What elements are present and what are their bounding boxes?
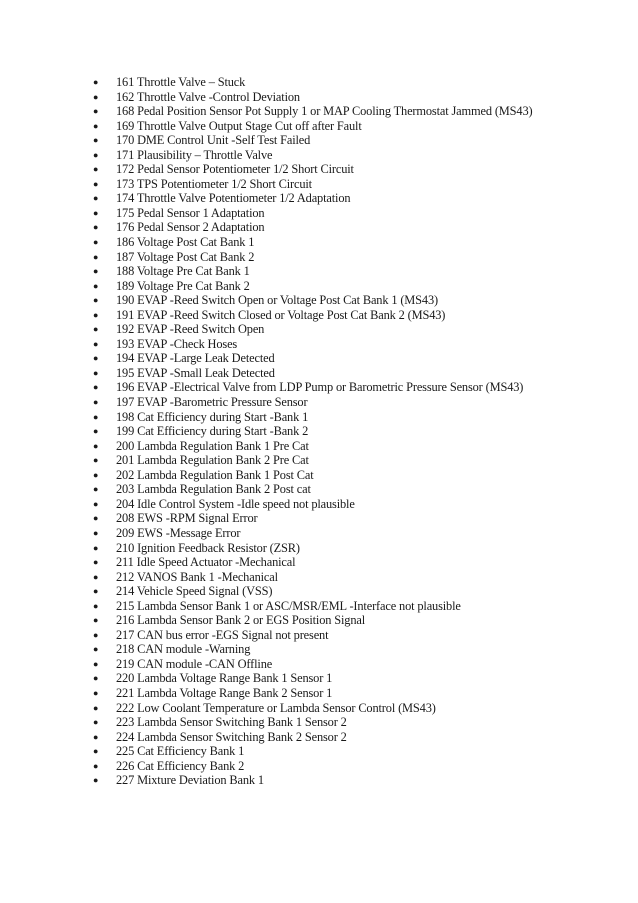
bullet-icon: ● bbox=[93, 717, 99, 728]
list-item-text: 203 Lambda Regulation Bank 2 Post cat bbox=[116, 482, 311, 497]
list-item-text: 188 Voltage Pre Cat Bank 1 bbox=[116, 264, 250, 279]
list-item bbox=[93, 497, 573, 512]
bullet-icon: ● bbox=[93, 382, 99, 393]
bullet-icon: ● bbox=[93, 178, 99, 189]
bullet-icon: ● bbox=[93, 746, 99, 757]
bullet-icon: ● bbox=[93, 615, 99, 626]
list-item bbox=[93, 191, 573, 206]
list-item bbox=[93, 162, 573, 177]
bullet-icon: ● bbox=[93, 106, 99, 117]
list-item bbox=[93, 642, 573, 657]
bullet-icon: ● bbox=[93, 266, 99, 277]
bullet-icon: ● bbox=[93, 455, 99, 466]
list-item bbox=[93, 773, 573, 788]
list-item bbox=[93, 293, 573, 308]
list-item bbox=[93, 686, 573, 701]
list-item bbox=[93, 599, 573, 614]
bullet-icon: ● bbox=[93, 193, 99, 204]
list-item-text: 200 Lambda Regulation Bank 1 Pre Cat bbox=[116, 438, 309, 453]
list-item bbox=[93, 468, 573, 483]
list-item-text: 201 Lambda Regulation Bank 2 Pre Cat bbox=[116, 453, 309, 468]
bullet-icon: ● bbox=[93, 527, 99, 538]
list-item bbox=[93, 119, 573, 134]
bullet-icon: ● bbox=[93, 426, 99, 437]
bullet-icon: ● bbox=[93, 251, 99, 262]
list-item bbox=[93, 701, 573, 716]
list-item-text: 211 Idle Speed Actuator -Mechanical bbox=[116, 555, 296, 570]
bullet-icon: ● bbox=[93, 658, 99, 669]
list-item-text: 224 Lambda Sensor Switching Bank 2 Sensor 2 bbox=[116, 729, 347, 744]
list-item-text: 209 EWS -Message Error bbox=[116, 525, 241, 540]
list-item bbox=[93, 453, 573, 468]
bullet-icon: ● bbox=[93, 91, 99, 102]
list-item bbox=[93, 133, 573, 148]
list-item-text: 190 EVAP -Reed Switch Open or Voltage Post Cat Bank 1 (MS43) bbox=[116, 293, 438, 308]
bullet-icon: ● bbox=[93, 673, 99, 684]
bullet-icon: ● bbox=[93, 644, 99, 655]
bullet-icon: ● bbox=[93, 237, 99, 248]
list-item-text: 191 EVAP -Reed Switch Closed or Voltage Post Cat Bank 2 (MS43) bbox=[116, 307, 446, 322]
list-item-text: 212 VANOS Bank 1 -Mechanical bbox=[116, 569, 278, 584]
list-item bbox=[93, 264, 573, 279]
list-item bbox=[93, 206, 573, 221]
list-item bbox=[93, 511, 573, 526]
bullet-icon: ● bbox=[93, 557, 99, 568]
list-item bbox=[93, 351, 573, 366]
list-item bbox=[93, 90, 573, 105]
list-item bbox=[93, 482, 573, 497]
list-item-text: 194 EVAP -Large Leak Detected bbox=[116, 351, 275, 366]
bullet-icon: ● bbox=[93, 586, 99, 597]
bullet-icon: ● bbox=[93, 542, 99, 553]
list-item-text: 214 Vehicle Speed Signal (VSS) bbox=[116, 584, 273, 599]
bullet-icon: ● bbox=[93, 775, 99, 786]
list-item bbox=[93, 177, 573, 192]
list-item-text: 189 Voltage Pre Cat Bank 2 bbox=[116, 278, 250, 293]
list-item-text: 216 Lambda Sensor Bank 2 or EGS Position Signal bbox=[116, 613, 366, 628]
list-item-text: 204 Idle Control System -Idle speed not plausible bbox=[116, 496, 355, 511]
list-item-text: 172 Pedal Sensor Potentiometer 1/2 Short Circuit bbox=[116, 162, 354, 177]
list-item bbox=[93, 308, 573, 323]
bullet-icon: ● bbox=[93, 222, 99, 233]
list-item-text: 197 EVAP -Barometric Pressure Sensor bbox=[116, 395, 308, 410]
list-item bbox=[93, 410, 573, 425]
list-item bbox=[93, 541, 573, 556]
list-item-text: 223 Lambda Sensor Switching Bank 1 Sensor 2 bbox=[116, 715, 347, 730]
bullet-icon: ● bbox=[93, 338, 99, 349]
list-item bbox=[93, 250, 573, 265]
fault-code-list bbox=[93, 75, 573, 788]
list-item bbox=[93, 526, 573, 541]
list-item-text: 218 CAN module -Warning bbox=[116, 642, 251, 657]
list-item-text: 170 DME Control Unit -Self Test Failed bbox=[116, 133, 311, 148]
list-item-text: 196 EVAP -Electrical Valve from LDP Pump or Barometric Pressure Sensor (MS43) bbox=[116, 380, 524, 395]
list-item-text: 169 Throttle Valve Output Stage Cut off after Fault bbox=[116, 118, 362, 133]
bullet-icon: ● bbox=[93, 484, 99, 495]
list-item-text: 175 Pedal Sensor 1 Adaptation bbox=[116, 205, 265, 220]
list-item bbox=[93, 439, 573, 454]
list-item bbox=[93, 279, 573, 294]
bullet-icon: ● bbox=[93, 77, 99, 87]
list-item bbox=[93, 628, 573, 643]
list-item-text: 186 Voltage Post Cat Bank 1 bbox=[116, 235, 255, 250]
list-item-text: 199 Cat Efficiency during Start -Bank 2 bbox=[116, 424, 309, 439]
list-item-text: 225 Cat Efficiency Bank 1 bbox=[116, 744, 245, 759]
bullet-icon: ● bbox=[93, 309, 99, 320]
bullet-icon: ● bbox=[93, 571, 99, 582]
list-item-text: 195 EVAP -Small Leak Detected bbox=[116, 365, 275, 380]
bullet-icon: ● bbox=[93, 207, 99, 218]
bullet-icon: ● bbox=[93, 149, 99, 160]
bullet-icon: ● bbox=[93, 367, 99, 378]
list-item-text: 193 EVAP -Check Hoses bbox=[116, 336, 238, 351]
bullet-icon: ● bbox=[93, 120, 99, 131]
bullet-icon: ● bbox=[93, 397, 99, 408]
list-item-text: 217 CAN bus error -EGS Signal not present bbox=[116, 627, 329, 642]
bullet-icon: ● bbox=[93, 629, 99, 640]
bullet-icon: ● bbox=[93, 324, 99, 335]
list-item-text: 171 Plausibility – Throttle Valve bbox=[116, 147, 273, 162]
list-item bbox=[93, 366, 573, 381]
list-item-text: 162 Throttle Valve -Control Deviation bbox=[116, 89, 300, 104]
bullet-icon: ● bbox=[93, 498, 99, 509]
bullet-icon: ● bbox=[93, 135, 99, 146]
list-item-text: 187 Voltage Post Cat Bank 2 bbox=[116, 249, 255, 264]
bullet-icon: ● bbox=[93, 469, 99, 480]
bullet-icon: ● bbox=[93, 295, 99, 306]
list-item-text: 220 Lambda Voltage Range Bank 1 Sensor 1 bbox=[116, 671, 333, 686]
list-item-text: 168 Pedal Position Sensor Pot Supply 1 or MAP Cooling Thermostat Jammed (MS43) bbox=[116, 104, 533, 119]
list-item bbox=[93, 380, 573, 395]
bullet-icon: ● bbox=[93, 411, 99, 422]
list-item-text: 161 Throttle Valve – Stuck bbox=[116, 75, 246, 89]
list-item bbox=[93, 759, 573, 774]
bullet-icon: ● bbox=[93, 600, 99, 611]
list-item bbox=[93, 104, 573, 119]
list-item bbox=[93, 555, 573, 570]
bullet-icon: ● bbox=[93, 440, 99, 451]
list-item bbox=[93, 715, 573, 730]
bullet-icon: ● bbox=[93, 164, 99, 175]
bullet-icon: ● bbox=[93, 280, 99, 291]
list-item-text: 173 TPS Potentiometer 1/2 Short Circuit bbox=[116, 176, 312, 191]
list-item-text: 208 EWS -RPM Signal Error bbox=[116, 511, 258, 526]
list-item-text: 202 Lambda Regulation Bank 1 Post Cat bbox=[116, 467, 314, 482]
list-item-text: 192 EVAP -Reed Switch Open bbox=[116, 322, 265, 337]
list-item-text: 222 Low Coolant Temperature or Lambda Sensor Control (MS43) bbox=[116, 700, 436, 715]
list-item bbox=[93, 395, 573, 410]
list-item bbox=[93, 671, 573, 686]
list-item bbox=[93, 613, 573, 628]
list-item-text: 198 Cat Efficiency during Start -Bank 1 bbox=[116, 409, 309, 424]
bullet-icon: ● bbox=[93, 760, 99, 771]
list-item-text: 176 Pedal Sensor 2 Adaptation bbox=[116, 220, 265, 235]
list-item-text: 174 Throttle Valve Potentiometer 1/2 Adaptation bbox=[116, 191, 351, 206]
list-item-text: 221 Lambda Voltage Range Bank 2 Sensor 1 bbox=[116, 685, 333, 700]
list-item-text: 215 Lambda Sensor Bank 1 or ASC/MSR/EML -Interface not plausible bbox=[116, 598, 461, 613]
list-item bbox=[93, 730, 573, 745]
list-item bbox=[93, 744, 573, 759]
bullet-icon: ● bbox=[93, 513, 99, 524]
list-item bbox=[93, 424, 573, 439]
list-item bbox=[93, 570, 573, 585]
bullet-icon: ● bbox=[93, 687, 99, 698]
list-item-text: 226 Cat Efficiency Bank 2 bbox=[116, 758, 245, 773]
list-item bbox=[93, 235, 573, 250]
list-item bbox=[93, 584, 573, 599]
list-item bbox=[93, 657, 573, 672]
list-item bbox=[93, 322, 573, 337]
list-item bbox=[93, 148, 573, 163]
list-item bbox=[93, 220, 573, 235]
list-item-text: 227 Mixture Deviation Bank 1 bbox=[116, 773, 264, 788]
bullet-icon: ● bbox=[93, 702, 99, 713]
list-item bbox=[93, 75, 573, 90]
list-item-text: 210 Ignition Feedback Resistor (ZSR) bbox=[116, 540, 300, 555]
list-item bbox=[93, 337, 573, 352]
list-item-text: 219 CAN module -CAN Offline bbox=[116, 656, 273, 671]
bullet-icon: ● bbox=[93, 353, 99, 364]
bullet-icon: ● bbox=[93, 731, 99, 742]
